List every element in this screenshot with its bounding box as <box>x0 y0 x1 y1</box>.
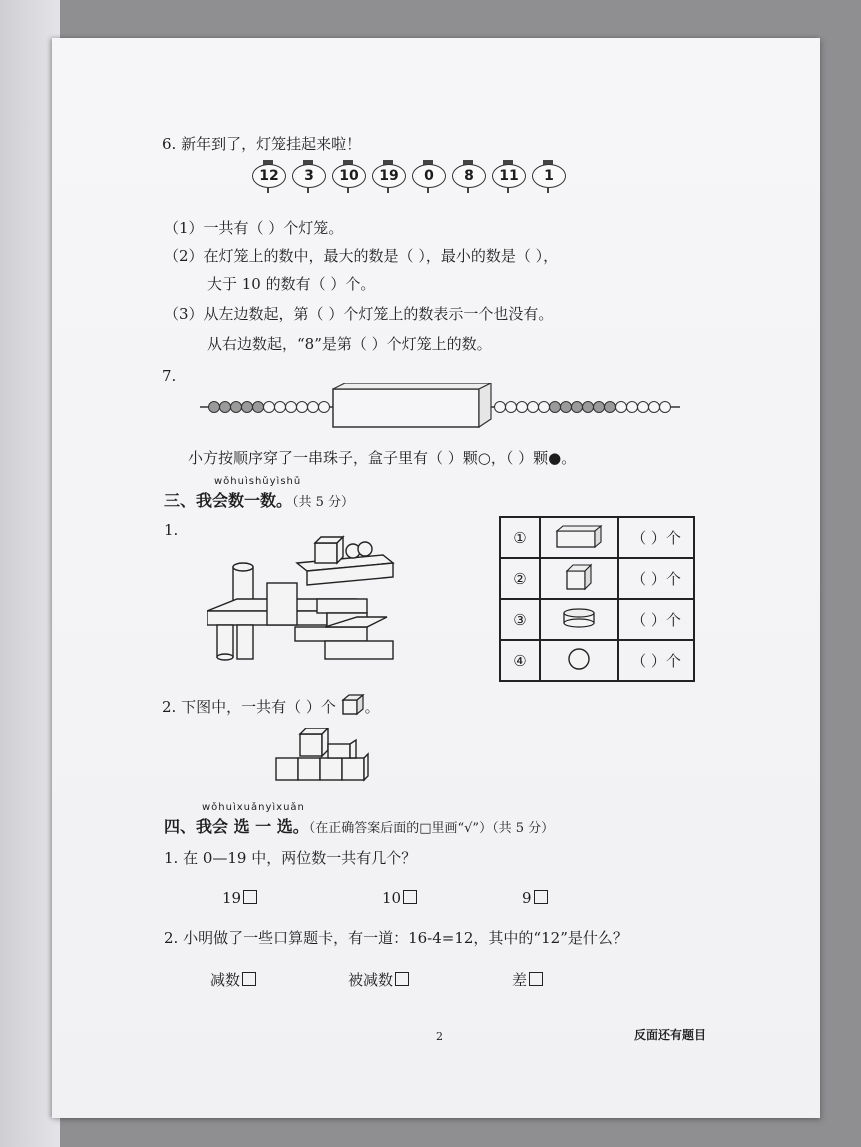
white-bead <box>264 402 275 413</box>
q6-part3a: （3）从左边数起，第（ ）个灯笼上的数表示一个也没有。 <box>164 305 554 323</box>
cube-icon <box>341 694 365 716</box>
shape-cell <box>540 640 618 681</box>
s4-q2-opt-c <box>512 970 543 990</box>
s4-q1-opt-c <box>522 888 548 908</box>
page-edge <box>0 0 60 1147</box>
s4-q1-opt-b-label: 10 <box>382 889 402 907</box>
s4-q2-opt-b-label: 被减数 <box>348 971 394 989</box>
s4-instruction: （在正确答案后面的□里画“√”）（共 5 分） <box>308 821 555 836</box>
s4-q1-opt-a-label: 19 <box>222 889 242 907</box>
q6-part2b: 大于 10 的数有（ ）个。 <box>207 275 376 293</box>
row-index: ① <box>500 517 540 558</box>
cylinder-icon <box>561 607 597 629</box>
q6-part3b: 从右边数起，“8”是第（ ）个灯笼上的数。 <box>207 335 492 353</box>
s4-q1: 1. 在 0—19 中，两位数一共有几个？ <box>164 849 417 867</box>
s4-q2-opt-a <box>210 970 256 990</box>
grey-bead <box>583 402 594 413</box>
s3-score: （共 5 分） <box>292 495 355 510</box>
white-bead <box>286 402 297 413</box>
white-bead <box>319 402 330 413</box>
s4-heading <box>164 814 554 837</box>
white-bead <box>627 402 638 413</box>
cube-shape-icon <box>564 563 594 591</box>
s3-pinyin: wǒhuìshǔyìshǔ <box>214 476 302 487</box>
lantern <box>292 158 324 190</box>
answer-cell[interactable]: （ ）个 <box>618 558 694 599</box>
grey-bead <box>572 402 583 413</box>
lantern <box>492 158 524 190</box>
answer-checkbox[interactable] <box>395 972 409 986</box>
shape-cell <box>540 558 618 599</box>
lantern-tassel <box>387 187 389 193</box>
white-bead <box>660 402 671 413</box>
s4-pinyin: wǒhuìxuǎnyìxuǎn <box>202 802 305 813</box>
sphere-icon <box>565 645 593 673</box>
white-bead <box>528 402 539 413</box>
white-bead <box>495 402 506 413</box>
white-bead <box>539 402 550 413</box>
footer-note: 反面还有题目 <box>634 1028 707 1042</box>
lantern-tassel <box>467 187 469 193</box>
white-bead <box>506 402 517 413</box>
answer-checkbox[interactable] <box>243 890 257 904</box>
answer-cell[interactable]: （ ）个 <box>618 599 694 640</box>
lantern-tassel <box>267 187 269 193</box>
shape-cell <box>540 517 618 558</box>
s4-title: 四、我会 选 一 选。 <box>164 817 309 836</box>
grey-bead <box>220 402 231 413</box>
s3-q1-number: 1. <box>164 521 179 539</box>
grey-bead <box>209 402 220 413</box>
q6-title: 6. 新年到了，灯笼挂起来啦！ <box>162 135 362 153</box>
s4-q2: 2. 小明做了一些口算题卡，有一道：16-4=12，其中的“12”是什么？ <box>164 929 628 947</box>
table-row <box>500 517 694 558</box>
white-bead <box>616 402 627 413</box>
lantern <box>412 158 444 190</box>
lantern-row <box>252 158 564 190</box>
white-bead <box>275 402 286 413</box>
answer-cell[interactable]: （ ）个 <box>618 640 694 681</box>
q7-question: 小方按顺序穿了一串珠子，盒子里有（ ）颗○，（ ）颗●。 <box>188 449 577 467</box>
lantern-number: 19 <box>372 164 406 188</box>
lantern-tassel <box>347 187 349 193</box>
grey-bead <box>242 402 253 413</box>
s4-q2-opt-b <box>348 970 409 990</box>
page-number: 2 <box>436 1030 443 1043</box>
grey-bead <box>253 402 264 413</box>
row-index: ③ <box>500 599 540 640</box>
grey-bead <box>605 402 616 413</box>
lantern-number: 10 <box>332 164 366 188</box>
shape-count-table <box>499 516 695 682</box>
cuboid-icon <box>554 523 604 549</box>
grey-bead <box>561 402 572 413</box>
answer-checkbox[interactable] <box>403 890 417 904</box>
white-bead <box>297 402 308 413</box>
row-index: ④ <box>500 640 540 681</box>
white-bead <box>649 402 660 413</box>
q6-part2a: （2）在灯笼上的数中，最大的数是（ ），最小的数是（ ）， <box>164 247 559 265</box>
table-row <box>500 599 694 640</box>
table-row <box>500 558 694 599</box>
worksheet-page <box>52 38 820 1118</box>
grey-bead <box>550 402 561 413</box>
answer-checkbox[interactable] <box>242 972 256 986</box>
lantern <box>252 158 284 190</box>
answer-checkbox[interactable] <box>529 972 543 986</box>
lantern-number: 8 <box>452 164 486 188</box>
lantern <box>532 158 564 190</box>
lantern-number: 1 <box>532 164 566 188</box>
lantern-number: 11 <box>492 164 526 188</box>
white-bead <box>308 402 319 413</box>
bead-string-figure <box>200 383 680 433</box>
s3-title: 三、我会数一数。 <box>164 491 293 510</box>
lantern <box>372 158 404 190</box>
lantern-number: 0 <box>412 164 446 188</box>
lantern-tassel <box>307 187 309 193</box>
s3-q2-text: 2. 下图中，一共有（ ）个 <box>162 698 336 716</box>
white-bead <box>638 402 649 413</box>
lantern-tassel <box>427 187 429 193</box>
s3-q2-end: 。 <box>364 698 380 716</box>
s4-q2-opt-c-label: 差 <box>512 971 528 989</box>
white-bead <box>517 402 528 413</box>
lantern-number: 3 <box>292 164 326 188</box>
cube-stack-figure <box>274 728 370 784</box>
s3-heading <box>164 488 354 511</box>
lantern <box>332 158 364 190</box>
answer-cell[interactable]: （ ）个 <box>618 517 694 558</box>
lantern-number: 12 <box>252 164 286 188</box>
lantern-tassel <box>507 187 509 193</box>
s4-q1-opt-a <box>222 888 257 908</box>
grey-bead <box>231 402 242 413</box>
row-index: ② <box>500 558 540 599</box>
s4-q1-opt-b <box>382 888 417 908</box>
q6-part1: （1）一共有（ ）个灯笼。 <box>164 219 344 237</box>
s3-q2 <box>162 694 380 717</box>
shape-cell <box>540 599 618 640</box>
s4-q1-opt-c-label: 9 <box>522 889 532 907</box>
block-building-figure <box>207 533 402 663</box>
s4-q2-opt-a-label: 减数 <box>210 971 241 989</box>
table-row <box>500 640 694 681</box>
q7-number: 7. <box>162 367 177 385</box>
grey-bead <box>594 402 605 413</box>
answer-checkbox[interactable] <box>534 890 548 904</box>
lantern <box>452 158 484 190</box>
lantern-tassel <box>547 187 549 193</box>
